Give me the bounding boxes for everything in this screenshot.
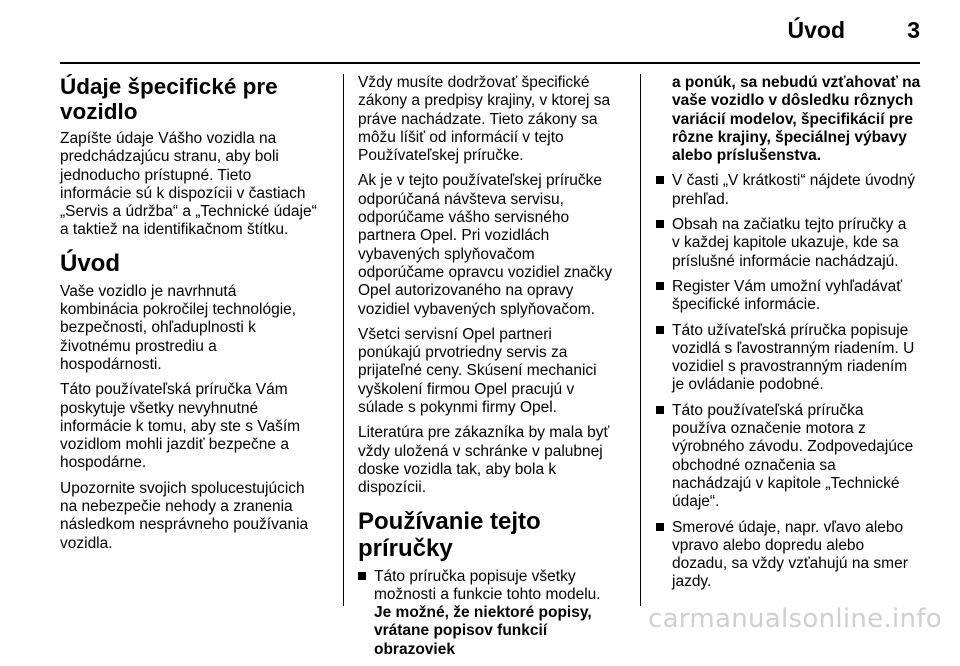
heading-intro: Úvod [60,249,120,277]
list-item-text: Táto používateľská príručka používa označenie motora z výrobného závodu. Zodpovedajúce obchodné označenia sa nachádzajú v kapitole „Technické údaje“. [672,401,914,511]
page-header [0,0,960,62]
header-rule [60,62,920,64]
column-divider [343,74,344,606]
heading-using-manual: Používanie tejto príručky [358,507,541,562]
column-divider [640,74,641,606]
bullet-square-icon [656,406,664,414]
list-item-text: Register Vám umožní vyhľadávať špecifické informácie. [672,277,903,314]
list-item [656,216,926,271]
column-2 [358,74,630,666]
bullet-square-icon [656,176,664,184]
bullet-square-icon [656,326,664,334]
paragraph: Všetci servisní Opel partneri ponúkajú prvotriedny servis za prijateľné ceny. Skúsení mechanici vyškolení firmou Opel pracujú v súlade s pokynmi firmy Opel. [358,325,597,417]
heading-vehicle-data: Údaje špecifické pre vozidlo [60,74,278,124]
bullet-square-icon [656,220,664,228]
paragraph: Zapíšte údaje Vášho vozidla na predchádzajúcu stranu, aby boli jednoducho prístupné. Tieto informácie sú k dispozícii v častiach „Servis a údržba“ a „Technické údaje“ a taktiež na identifikačnom štítku. [60,130,317,239]
list-item-text: Smerové údaje, napr. vľavo alebo vpravo alebo dopredu alebo dozadu, sa vždy vzťahujú na smer jazdy. [672,518,908,591]
section-title: Úvod [787,17,845,43]
bullet-list [358,568,630,659]
paragraph: Táto používateľská príručka Vám poskytuje všetky nevyhnutné informácie k tomu, aby ste s Vaším vozidlom mohli jazdiť bezpečne a hospodárne. [60,381,301,472]
list-item [656,402,926,512]
paragraph: Upozornite svojich spolucestujúcich na nebezpečie nehody a zranenia následkom nesprávneho používania vozidla. [60,479,309,552]
watermark: carmanualsonline.info [647,604,942,634]
list-item [656,519,926,592]
bullet-square-icon [358,572,366,580]
bullet-list [656,172,926,591]
paragraph: Vaše vozidlo je navrhnutá kombinácia pokročilej technológie, bezpečnosti, ohľaduplnosti k životnému prostrediu a hospodárnosti. [60,282,297,373]
list-item-text: Táto užívateľská príručka popisuje vozidlá s ľavostranným riadením. U vozidiel s pravostranným riadením je ovládanie podobné. [672,321,915,394]
list-item [358,568,630,659]
list-item-text: V časti „V krátkosti“ nájdete úvodný prehľad. [672,172,915,208]
bullet-square-icon [656,282,664,290]
paragraph: Literatúra pre zákazníka by mala byť vždy uložená v schránke v palubnej doske vozidla tak, aby bola k dispozícii. [358,424,610,497]
list-item-bold-text: Je možné, že niektoré popisy, vrátane popisov funkcií obrazoviek [374,604,592,658]
list-item-text: Táto príručka popisuje všetky možnosti a funkcie tohto modelu. [374,567,601,603]
page-number: 3 [907,17,920,43]
bullet-square-icon [656,523,664,531]
paragraph: Vždy musíte dodržovať špecifické zákony a predpisy krajiny, v ktorej sa práve nachádzate. Tieto zákony sa môžu líšiť od informácií v tejto Používateľskej príručke. [358,74,611,165]
column-1 [60,74,332,560]
list-item [656,322,926,395]
list-item [656,172,926,209]
list-item-text: Obsah na začiatku tejto príručky a v každej kapitole ukazuje, kde sa príslušné informácie nachádzajú. [672,216,907,270]
column-3 [656,74,926,599]
paragraph: Ak je v tejto používateľskej príručke odporúčaná návšteva servisu, odporúčame vášho servisného partnera Opel. Pri vozidlách vybavených splyňovačom odporúčame opravcu vozidiel značky Opel autorizovaného na opravy vozidiel vybavených splyňovačom. [358,172,613,318]
list-item [656,278,926,315]
bold-continuation: a ponúk, sa nebudú vzťahovať na vaše vozidlo v dôsledku rôznych variácií modelov, špecifikácií pre rôzne krajiny, špeciálnej výbavy alebo príslušenstva. [672,74,921,165]
